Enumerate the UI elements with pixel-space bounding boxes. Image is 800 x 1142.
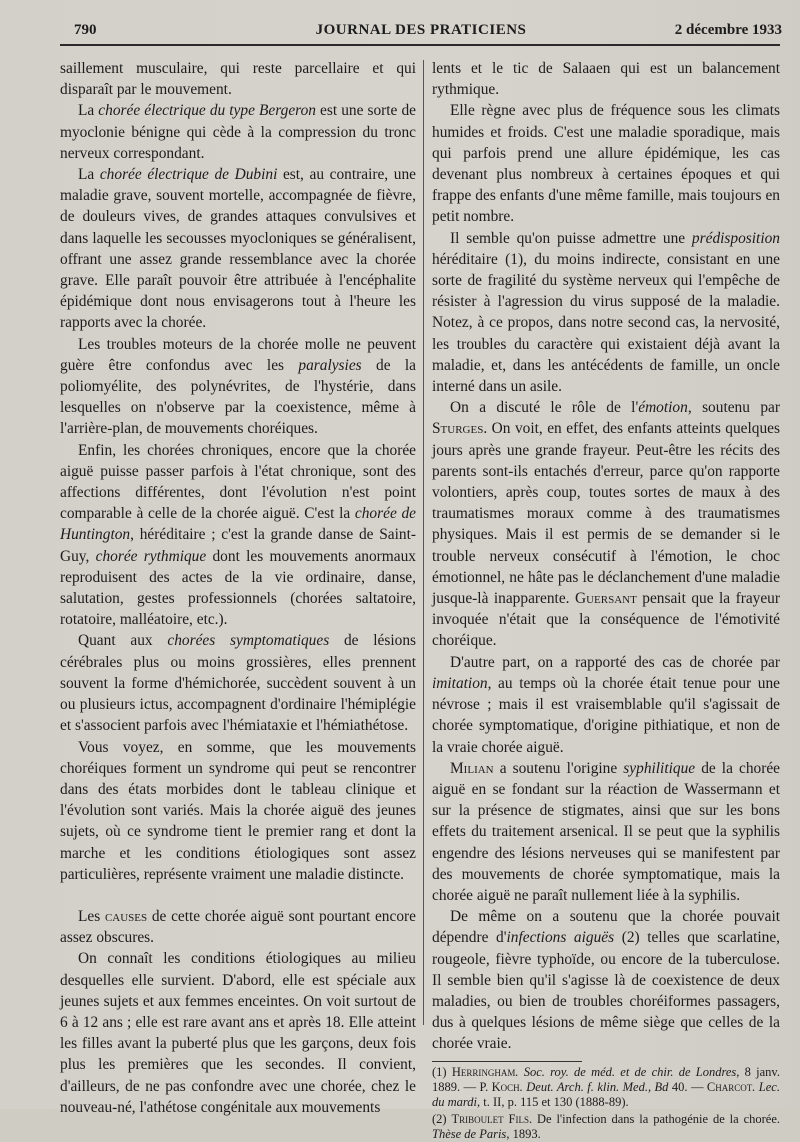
paragraph: lents et le tic de Salaaen qui est un balancement rythmique. [432,60,780,99]
footnotes [432,1065,780,1142]
paragraph: Enfin, les chorées chroniques, encore que la chorée aiguë puisse passer parfois à l'état chronique, sont des affections différentes, dont l'évolution n'est point comparable à celle de la chorée aiguë. C'est la chorée de Huntington, héréditaire ; c'est la grande danse de Saint-Guy, chorée rythmique dont les mouvements anormaux reproduisent des actes de la vie ordinaire, danse, salutation, gestes professionnels (chorées saltatoire, rotatoire, malléatoire, etc.). [60,441,416,629]
right-column [432,58,780,1142]
page-number: 790 [74,22,97,38]
paragraph: Vous voyez, en somme, que les mouvements choréiques forment un syndrome qui peut se rencontrer dans des états morbides dont le tableau clinique et l'évolution sont variés. Mais la chorée aiguë des jeunes sujets, où ce syndrome tient le premier rang et dont la marche et les conditions étiologiques sont assez particulières, représente vraiment une maladie distincte. [60,738,416,883]
footnote: (1) Herringham. Soc. roy. de méd. et de chir. de Londres, 8 janv. 1889. — P. Koch. Deut. Arch. f. klin. Med., Bd 40. — Charcot. Lec. du mardi, t. II, p. 115 et 130 (1888-89). [432,1064,780,1109]
paragraph: La chorée électrique de Dubini est, au contraire, une maladie grave, souvent mortelle, accompagnée de fièvre, de douleurs vives, de grandes attaques convulsives et dans laquelle les secousses myocloniques se généralisent, offrant une assez grande ressemblance avec la chorée grave. Elle paraît pouvoir être attribuée à l'encéphalite épidémique dont nous envisagerons tout à l'heure les rapports avec la chorée. [60,166,416,332]
paragraph: On connaît les conditions étiologiques au milieu desquelles elle survient. D'abord, elle est spéciale aux jeunes sujets et aux femmes enceintes. On voit surtout de 6 à 12 ans ; elle est rare avant ans et après 18. Elle atteint les filles avant la puberté plus que les garçons, deux fois plus les premières que les secondes. Il convient, d'ailleurs, de ne pas confondre avec une chorée, chez le nouveau-né, l'athétose congénitale aux mouvements [60,950,416,1116]
journal-title: JOURNAL DES PRATICIENS [315,22,527,38]
paragraph: D'autre part, on a rapporté des cas de chorée par imitation, au temps où la chorée était tenue pour une névrose ; mais il est vraisemblable qu'il s'agissait de chorée symptomatique, d'origine pithiatique, et non de la vraie chorée aiguë. [432,653,780,756]
header-rule [60,44,780,46]
paragraph: Les causes de cette chorée aiguë sont pourtant encore assez obscures. [60,907,416,947]
paragraph: De même on a soutenu que la chorée pouvait dépendre d'infections aiguës (2) telles que scarlatine, rougeole, fièvre typhoïde, ou encore de la tuberculose. Il semble bien qu'il s'agisse là de coexistence de deux maladies, ou bien de troubles choréiformes passagers, dus à quelques lésions de même siège que celles de la chorée vraie. [432,908,781,1053]
paragraph: Il semble qu'on puisse admettre une prédisposition héréditaire (1), du moins indirecte, consistant en une sorte de fragilité du système nerveux qui l'empêche de résister à l'agression du virus supposé de la maladie. Notez, à ce propos, dans notre second cas, la nervosité, les troubles du caractère qui existaient déjà avant la maladie, et, dans les antécédents de famille, un oncle interné dans un asile. [432,229,780,396]
paragraph: La chorée électrique du type Bergeron est une sorte de myoclonie bénigne qui cède à la compression du tronc nerveux correspondant. [60,102,416,162]
paragraph: On a discuté le rôle de l'émotion, soutenu par Sturges. On voit, en effet, des enfants atteints quelques jours après une grande frayeur. Peut-être les récits des parents sont-ils entachés d'erreur, parce qu'on rapporte volontiers, après coup, toutes sortes de maux à des traumatismes moraux comme à des traumatismes physiques. Mais il est permis de se demander si le trouble nerveux consécutif à l'émotion, le choc émotionnel, ne hâte pas le déclanchement d'une maladie jusque-là inapparente. Guersant pensait que la frayeur invoquée n'était que la conséquence de l'émotivité choréique. [432,399,780,650]
footnote-rule [432,1061,582,1062]
page-header [60,18,782,42]
paragraph: Milian a soutenu l'origine syphilitique de la chorée aiguë en se fondant sur la réaction de Wassermann et sur la présence de stigmates, ainsi que sur les bons effets du traitement arsenical. Il se peut que la syphilis engendre des lésions nerveuses qui se manifestent par des mouvements de chorée symptomatique, mais la chorée aiguë ne paraît nullement liée à la syphilis. [432,759,781,904]
paragraph: Les troubles moteurs de la chorée molle ne peuvent guère être confondus avec les paralysies de la poliomyélite, des polynévrites, de l'hystérie, dans lesquelles on n'observe par la coexistence, même à l'arrière-plan, de mouvements choréiques. [60,335,416,438]
issue-date: 2 décembre 1933 [674,22,782,38]
left-column [60,58,416,1118]
paragraph: saillement musculaire, qui reste parcellaire et qui disparaît par le mouvement. [60,60,416,99]
footnote: (2) Triboulet Fils. De l'infection dans la pathogénie de la chorée. Thèse de Paris, 1893. [432,1111,780,1141]
paragraph: Elle règne avec plus de fréquence sous les climats humides et froids. C'est une maladie sporadique, mais qui parfois prend une allure épidémique, les cas devenant plus nombreux à certaines époques et qui frappe des enfants d'une même famille, mais toujours en petit nombre. [432,102,780,226]
paragraph: Quant aux chorées symptomatiques de lésions cérébrales plus ou moins grossières, elles prennent souvent la forme d'hémichorée, succèdent souvent à un ou plusieurs ictus, accompagnent d'ordinaire l'hémiplégie et s'associent parfois avec l'hémiataxie et l'hémiathétose. [60,632,416,735]
column-divider [423,60,424,1025]
